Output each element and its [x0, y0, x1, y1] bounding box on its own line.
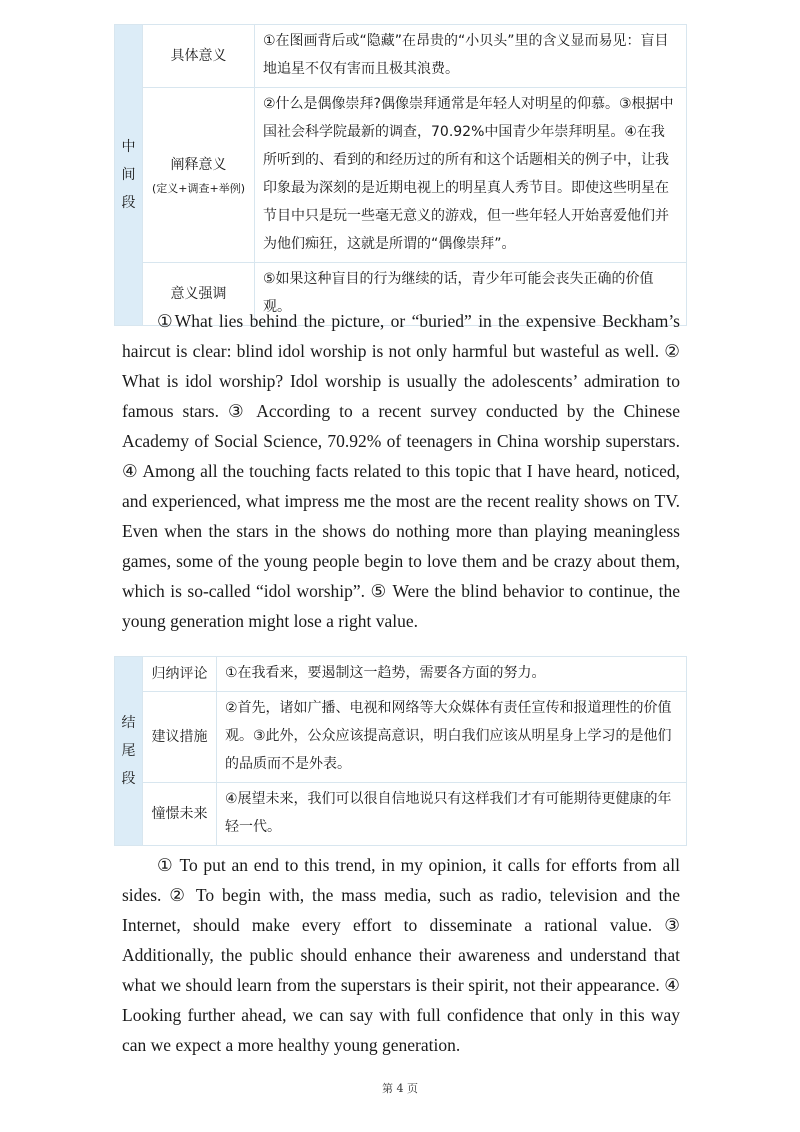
row-label: 憧憬未来 — [143, 783, 217, 846]
english-paragraph-middle: ①What lies behind the picture, or “buried” in the expensive Beckham’s haircut is clear: blind idol worship is not only harmful but wasteful as well. ② What is idol worship? Idol worship is usually the adolescents’ admiration to famous stars. ③ According to a recent survey conducted by the Chinese Academy of Social Science, 70.92% of teenagers in China worship superstars. ④ Among all the touching facts related to this topic that I have heard, noticed, and experienced, what impress me the most are the recent reality shows on TV. Even when the stars in the shows do nothing more than playing meaningless games, some of the young people begin to love them and be crazy about them, which is so-called “idol worship”. ⑤ Were the blind behavior to continue, the young generation might lose a right value. — [122, 311, 680, 631]
table-row — [115, 783, 687, 846]
row-content: ②什么是偶像崇拜?偶像崇拜通常是年轻人对明星的仰慕。③根据中国社会科学院最新的调查，70.92%中国青少年崇拜明星。④在我所听到的、看到的和经历过的所有和这个话题相关的例子中，让我印象最为深刻的是近期电视上的明星真人秀节目。即使这些明星在节目中只是玩一些毫无意义的游戏，但一些年轻人开始喜爱他们并为他们痴狂，这就是所谓的“偶像崇拜”。 — [255, 88, 687, 263]
row-label: 具体意义 — [143, 25, 255, 88]
row-content: ⑤如果这种盲目的行为继续的话，青少年可能会丧失正确的价值观。 — [255, 263, 687, 326]
table-row — [115, 25, 687, 88]
section-label-middle: 中 间 段 — [115, 25, 143, 326]
row-label: 建议措施 — [143, 692, 217, 783]
ending-section-outline-table — [114, 656, 687, 846]
row-content: ④展望未来，我们可以很自信地说只有这样我们才有可能期待更健康的年轻一代。 — [217, 783, 687, 846]
row-content: ①在我看来，要遏制这一趋势，需要各方面的努力。 — [217, 657, 687, 692]
table-row — [115, 657, 687, 692]
middle-section-outline-table — [114, 24, 687, 326]
row-label — [143, 88, 255, 263]
row-label-main: 阐释意义 — [170, 157, 227, 173]
table-row — [115, 88, 687, 263]
row-label: 归纳评论 — [143, 657, 217, 692]
row-label: 意义强调 — [143, 263, 255, 326]
row-label-sub: (定义+调查+举例) — [151, 182, 246, 195]
row-content: ①在图画背后或“隐藏”在昂贵的“小贝头”里的含义显而易见：盲目地追星不仅有害而且极其浪费。 — [255, 25, 687, 88]
table-row — [115, 692, 687, 783]
page-number: 第 4 页 — [382, 1082, 418, 1095]
section-label-ending: 结 尾 段 — [115, 657, 143, 846]
english-paragraph-ending: ① To put an end to this trend, in my opinion, it calls for efforts from all sides. ② To begin with, the mass media, such as radio, television and the Internet, should make every effort to disseminate a rational value. ③ Additionally, the public should enhance their awareness and understand that what we should learn from the superstars is their spirit, not their appearance. ④ Looking further ahead, we can say with full confidence that only in this way can we expect a more healthy young generation. — [122, 855, 680, 1055]
row-content: ②首先，诸如广播、电视和网络等大众媒体有责任宣传和报道理性的价值观。③此外，公众应该提高意识，明白我们应该从明星身上学习的是他们的品质而不是外表。 — [217, 692, 687, 783]
